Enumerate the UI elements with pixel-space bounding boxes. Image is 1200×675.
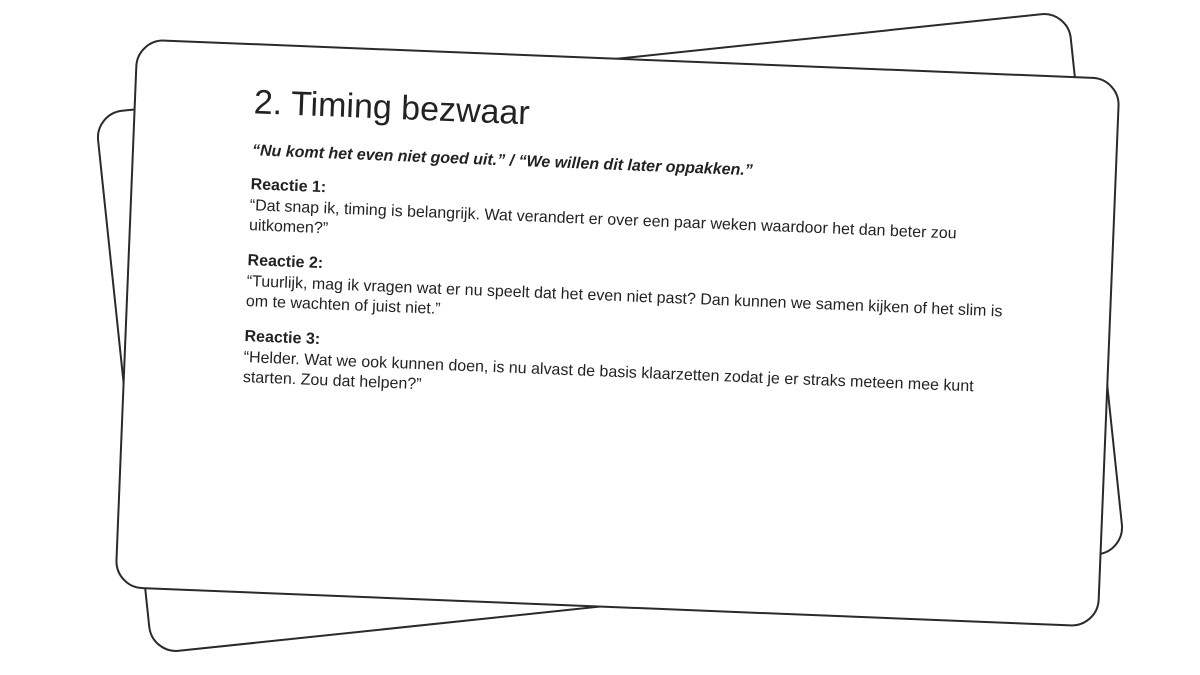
- reaction-text: “Helder. Wat we ook kunnen doen, is nu alvast de basis klaarzetten zodat je er straks meteen mee kunt starten. Zou dat helpen?”: [242, 349, 974, 396]
- objection-quote: “Nu komt het even niet goed uit.” / “We willen dit later oppakken.”: [251, 142, 754, 180]
- reaction-3: [242, 328, 1004, 418]
- reaction-text: “Dat snap ik, timing is belangrijk. Wat verandert er over een paar weken waardoor het dan beter zou uitkomen?”: [248, 197, 957, 243]
- reaction-label: Reactie 3:: [244, 328, 321, 349]
- reaction-label: Reactie 1:: [250, 176, 327, 197]
- reaction-1: [249, 176, 1011, 266]
- reaction-2: [246, 252, 1008, 342]
- reaction-text: “Tuurlijk, mag ik vragen wat er nu speelt dat het even niet past? Dan kunnen we samen kijken of het slim is om te wachten of juist niet.”: [245, 273, 1003, 321]
- card-content: [242, 83, 1014, 434]
- card-title: 2. Timing bezwaar: [253, 83, 531, 133]
- reaction-label: Reactie 2:: [247, 252, 324, 273]
- objection-card: [114, 38, 1120, 627]
